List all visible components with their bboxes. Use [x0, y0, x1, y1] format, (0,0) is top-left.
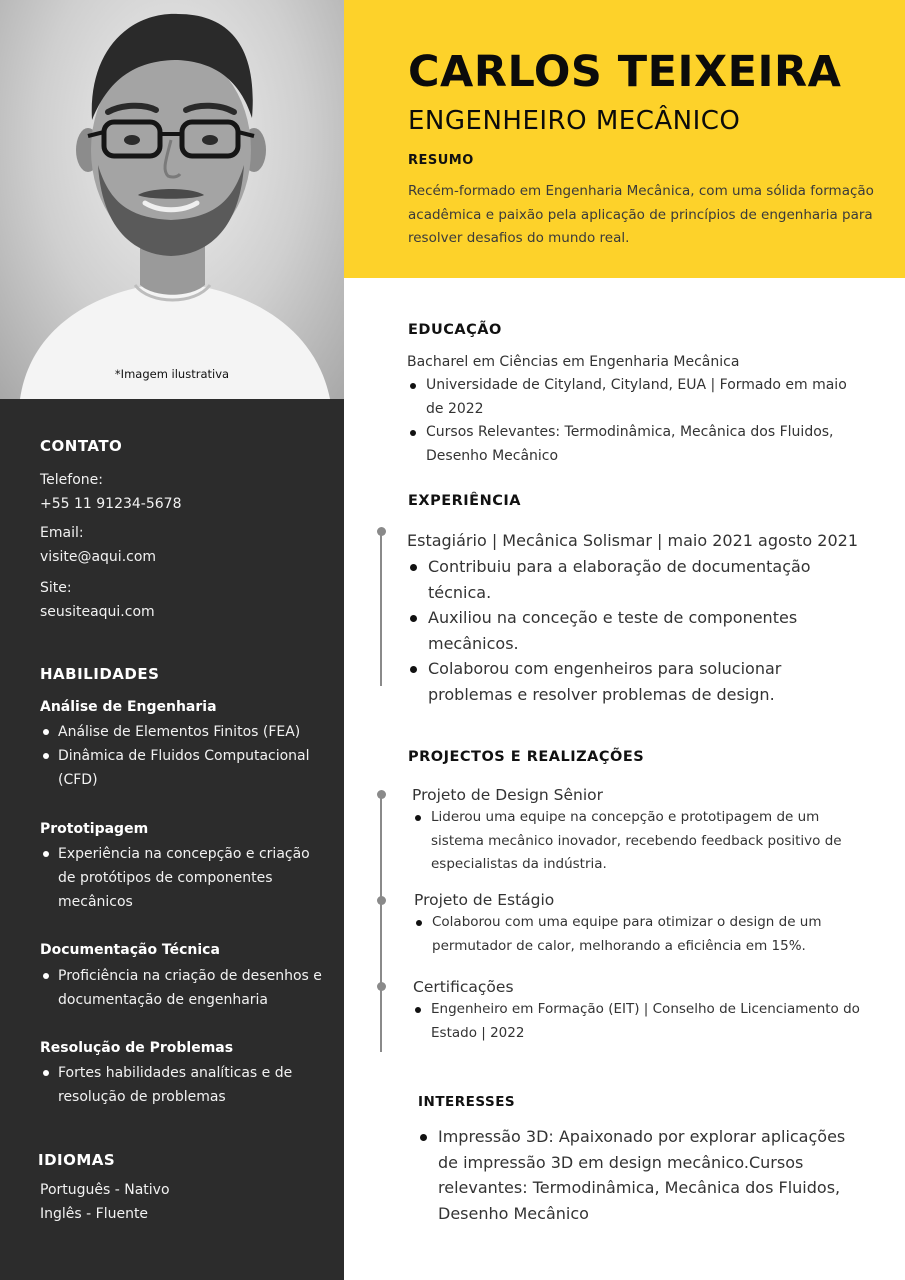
education-list — [408, 374, 858, 468]
profile-photo — [0, 0, 344, 399]
experience-timeline-dot — [377, 527, 386, 536]
projects-timeline-line — [380, 794, 382, 1052]
projects-title: PROJECTOS E REALIZAÇÕES — [408, 749, 645, 765]
skill-group-name: Documentação Técnica — [40, 942, 220, 958]
skill-group-list — [40, 1061, 330, 1109]
skill-item: Proficiência na criação de desenhos e documentação de engenharia — [40, 964, 330, 1012]
email-value[interactable]: visite@aqui.com — [40, 549, 157, 565]
languages-title: IDIOMAS — [38, 1151, 116, 1169]
skill-item: Dinâmica de Fluidos Computacional (CFD) — [40, 744, 330, 792]
education-title: EDUCAÇÃO — [408, 322, 502, 338]
experience-item: Auxiliou na conceção e teste de componentes mecânicos. — [408, 605, 838, 656]
skill-item: Análise de Elementos Finitos (FEA) — [40, 720, 330, 744]
skills-title: HABILIDADES — [40, 665, 160, 683]
project-name: Projeto de Design Sênior — [412, 786, 604, 804]
project-item: Liderou uma equipe na concepção e prototipagem de um sistema mecânico inovador, recebendo feedback positivo de especialistas da indústria. — [413, 806, 863, 877]
sidebar — [0, 399, 344, 1280]
skill-item: Experiência na concepção e criação de protótipos de componentes mecânicos — [40, 842, 330, 914]
experience-list — [408, 554, 838, 707]
experience-item: Contribuiu para a elaboração de documentação técnica. — [408, 554, 838, 605]
projects-timeline-dot — [377, 896, 386, 905]
interest-item: Impressão 3D: Apaixonado por explorar aplicações de impressão 3D em design mecânico.Cursos relevantes: Termodinâmica, Mecânica dos Fluidos, Desenho Mecânico — [418, 1124, 858, 1226]
experience-item: Colaborou com engenheiros para solucionar problemas e resolver problemas de design. — [408, 656, 838, 707]
summary-text: Recém-formado em Engenharia Mecânica, com uma sólida formação acadêmica e paixão pela aplicação de princípios de engenharia para resolver desafios do mundo real. — [408, 183, 874, 246]
skill-item: Fortes habilidades analíticas e de resolução de problemas — [40, 1061, 330, 1109]
project-list — [413, 998, 863, 1045]
phone-label: Telefone: — [40, 472, 103, 488]
phone-value: +55 11 91234-5678 — [40, 496, 182, 512]
education-item: Universidade de Cityland, Cityland, EUA | Formado em maio de 2022 — [408, 374, 858, 421]
project-item: Engenheiro em Formação (EIT) | Conselho de Licenciamento do Estado | 2022 — [413, 998, 863, 1045]
skill-group-list — [40, 964, 330, 1012]
person-name: CARLOS TEIXEIRA — [408, 47, 842, 97]
summary-title: RESUMO — [408, 153, 474, 168]
education-degree: Bacharel em Ciências em Engenharia Mecânica — [407, 354, 740, 370]
projects-timeline-dot — [377, 982, 386, 991]
interests-list — [418, 1124, 858, 1226]
job-title: ENGENHEIRO MECÂNICO — [408, 106, 741, 136]
site-value[interactable]: seusiteaqui.com — [40, 604, 155, 620]
skill-group-name: Prototipagem — [40, 821, 149, 837]
portrait-illustration — [0, 0, 344, 399]
experience-position: Estagiário | Mecânica Solismar | maio 2021 agosto 2021 — [407, 531, 858, 550]
language-item: Português - Nativo — [40, 1182, 170, 1198]
header-banner — [344, 0, 905, 278]
skill-group-list — [40, 720, 330, 792]
email-label: Email: — [40, 525, 84, 541]
experience-timeline-line — [380, 531, 382, 686]
skill-group-name: Análise de Engenharia — [40, 699, 217, 715]
language-item: Inglês - Fluente — [40, 1206, 149, 1222]
interests-title: INTERESSES — [418, 1094, 516, 1110]
education-item: Cursos Relevantes: Termodinâmica, Mecânica dos Fluidos, Desenho Mecânico — [408, 421, 858, 468]
site-label: Site: — [40, 580, 72, 596]
experience-title: EXPERIÊNCIA — [408, 493, 521, 509]
project-item: Colaborou com uma equipe para otimizar o design de um permutador de calor, melhorando a eficiência em 15%. — [414, 911, 854, 958]
contact-title: CONTATO — [40, 437, 123, 455]
project-name: Certificações — [413, 978, 514, 996]
project-list — [414, 911, 854, 958]
project-name: Projeto de Estágio — [414, 891, 555, 909]
skill-group-list — [40, 842, 330, 914]
project-list — [413, 806, 863, 877]
projects-timeline-dot — [377, 790, 386, 799]
photo-caption: *Imagem ilustrativa — [114, 367, 230, 381]
skill-group-name: Resolução de Problemas — [40, 1040, 234, 1056]
